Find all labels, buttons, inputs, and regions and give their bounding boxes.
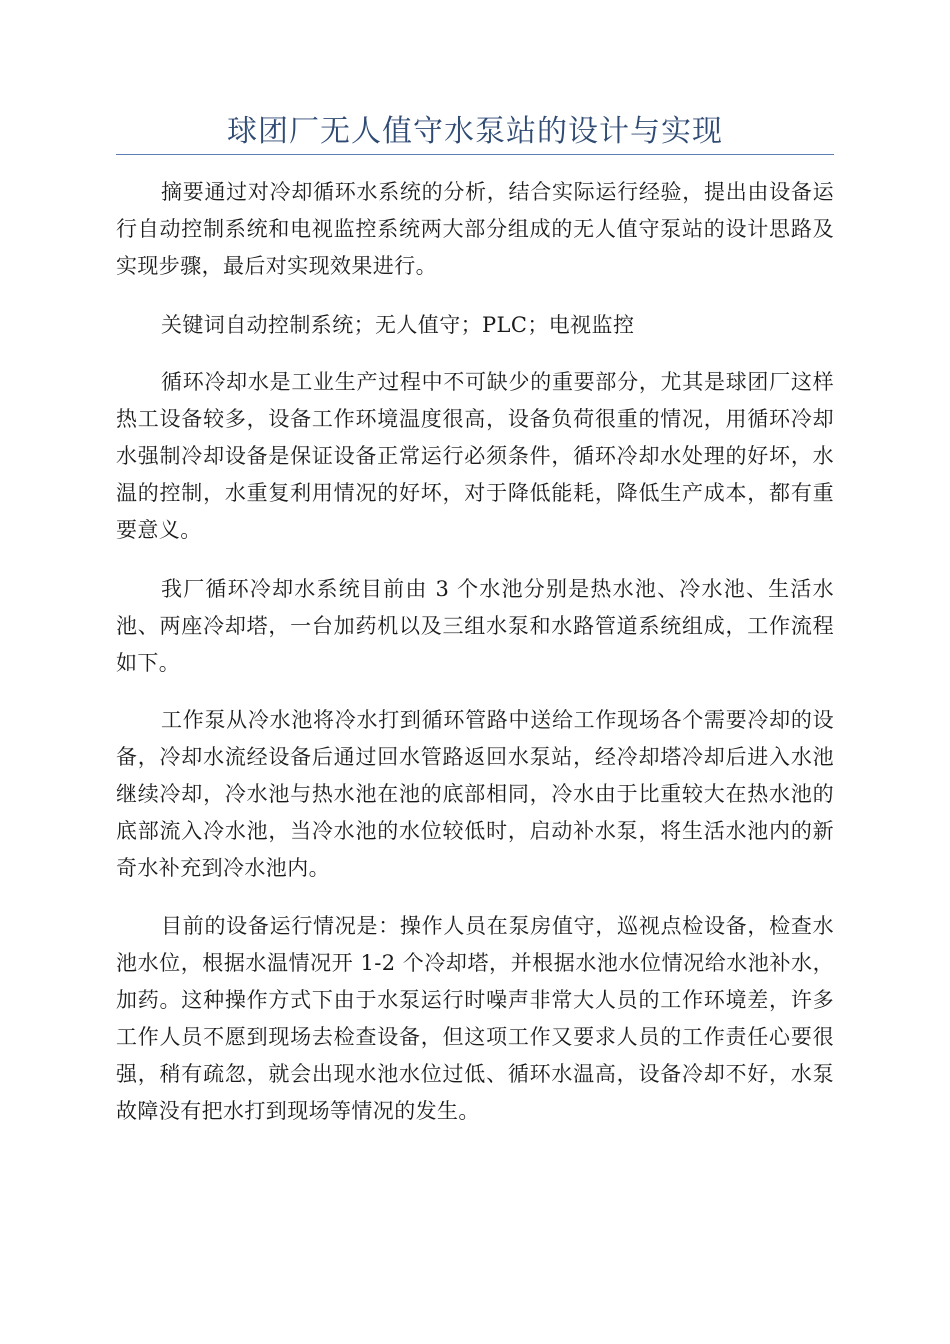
title-underline (116, 154, 834, 155)
body-paragraph: 我厂循环冷却水系统目前由 3 个水池分别是热水池、冷水池、生活水池、两座冷却塔，一台加药机以及三组水泵和水路管道系统组成，工作流程如下。 (116, 577, 834, 675)
document-title: 球团厂无人值守水泵站的设计与实现 (227, 114, 723, 149)
body-paragraph: 工作泵从冷水池将冷水打到循环管路中送给工作现场各个需要冷却的设备，冷却水流经设备后通过回水管路返回水泵站，经冷却塔冷却后进入水池继续冷却，冷水池与热水池在池的底部相同，冷水由于比重较大在热水池的底部流入冷水池，当冷水池的水位较低时，启动补水泵，将生活水池内的新奇水补充到冷水池内。 (116, 708, 834, 880)
keywords-paragraph: 关键词自动控制系统；无人值守；PLC；电视监控 (161, 313, 635, 337)
abstract-paragraph: 摘要通过对冷却循环水系统的分析，结合实际运行经验，提出由设备运行自动控制系统和电视监控系统两大部分组成的无人值守泵站的设计思路及实现步骤，最后对实现效果进行。 (116, 180, 834, 278)
body-paragraph: 循环冷却水是工业生产过程中不可缺少的重要部分，尤其是球团厂这样热工设备较多，设备工作环境温度很高，设备负荷很重的情况，用循环冷却水强制冷却设备是保证设备正常运行必须条件，循环冷却水处理的好坏，水温的控制，水重复利用情况的好坏，对于降低能耗，降低生产成本，都有重要意义。 (116, 370, 834, 542)
body-paragraph: 目前的设备运行情况是：操作人员在泵房值守，巡视点检设备，检查水池水位，根据水温情况开 1-2 个冷却塔，并根据水池水位情况给水池补水，加药。这种操作方式下由于水泵运行时噪声非常大人员的工作环境差，许多工作人员不愿到现场去检查设备，但这项工作又要求人员的工作责任心要很强，稍有疏忽，就会出现水池水位过低、循环水温高，设备冷却不好，水泵故障没有把水打到现场等情况的发生。 (116, 914, 834, 1123)
